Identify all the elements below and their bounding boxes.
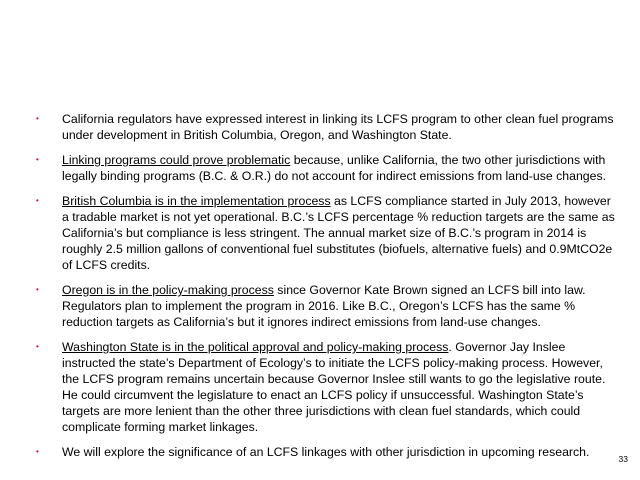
- bullet-text: California regulators have expressed interest in linking its LCFS program to other clean fuel programs under development in British Columbia, Oregon, and Washington State.: [62, 112, 614, 142]
- bullet-item: [36, 111, 618, 143]
- bullet-item: [36, 193, 618, 273]
- bullet-text: since Governor Kate Brown signed an LCFS bill into law. Regulators plan to implement the program in 2016. Like B.C., Oregon’s LCFS has the same % reduction targets as California’s but it ignores indirect emissions from land-use changes.: [62, 283, 586, 329]
- bullet-underlined-phrase: Washington State is in the political approval and policy-making process: [62, 340, 449, 354]
- bullet-item: [36, 152, 618, 184]
- bullet-item: [36, 282, 618, 330]
- bullet-item: [36, 339, 618, 435]
- bullet-marker: •: [36, 114, 39, 123]
- bullet-underlined-phrase: British Columbia is in the implementation process: [62, 194, 331, 208]
- bullet-underlined-phrase: Oregon is in the policy-making process: [62, 283, 274, 297]
- bullet-marker: •: [36, 342, 39, 351]
- bullet-text: We will explore the significance of an LCFS linkages with other jurisdiction in upcoming research.: [62, 445, 590, 459]
- bullet-marker: •: [36, 285, 39, 294]
- bullet-text: . Governor Jay Inslee instructed the state’s Department of Ecology’s to initiate the LCFS policy-making process. However, the LCFS program remains uncertain because Governor Inslee still wants to go the legislative route. He could circumvent the legislature to enact an LCFS policy if unsuccessful. Washington State’s targets are more lenient than the other three jurisdictions with clean fuel standards, which could complicate forming market linkages.: [62, 340, 606, 434]
- bullet-list: [36, 111, 618, 469]
- bullet-item: [36, 444, 618, 460]
- bullet-text: because, unlike California, the two other jurisdictions with legally binding programs (B.C. & O.R.) do not account for indirect emissions from land-use changes.: [62, 153, 607, 183]
- bullet-marker: •: [36, 196, 39, 205]
- page-number: 33: [618, 454, 628, 464]
- bullet-underlined-phrase: Linking programs could prove problematic: [62, 153, 291, 167]
- bullet-marker: •: [36, 447, 39, 456]
- bullet-marker: •: [36, 155, 39, 164]
- bullet-text: as LCFS compliance started in July 2013, however a tradable market is not yet operational. B.C.’s LCFS percentage % reduction targets are the same as California’s but compliance is less stringent. The annual market size of B.C.’s program in 2014 is roughly 2.5 million gallons of conventional fuel substitutes (biofuels, alternative fuels) and 0.9MtCO2e of LCFS credits.: [62, 194, 615, 272]
